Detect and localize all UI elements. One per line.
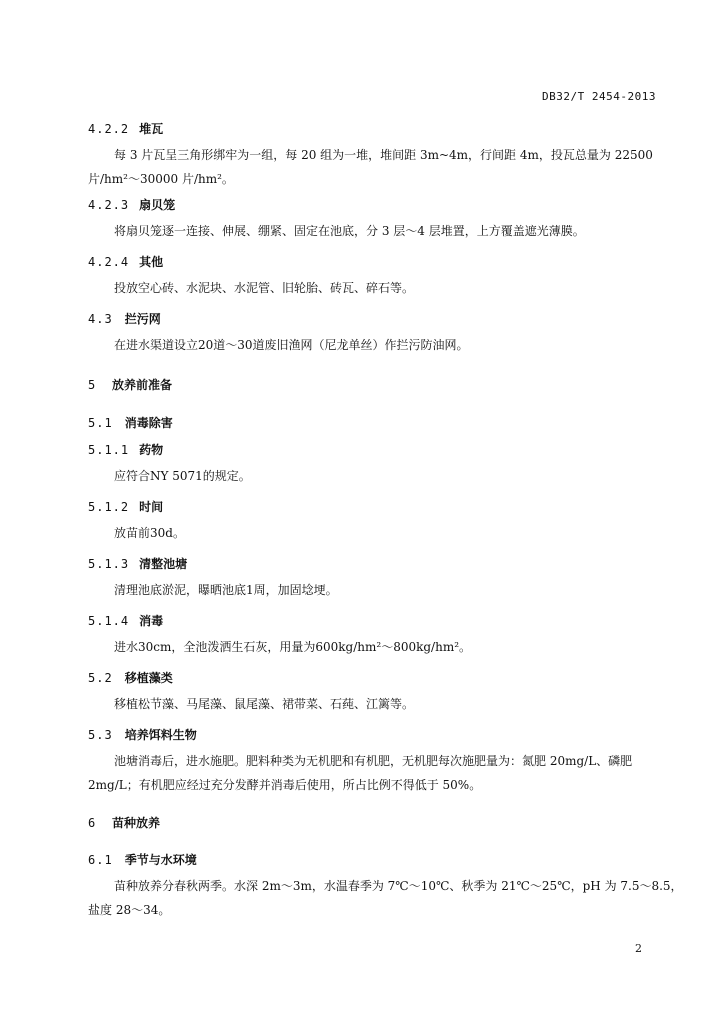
paragraph-4-3 <box>88 333 658 357</box>
heading-5-1-2 <box>88 498 163 515</box>
paragraph-line: 2mg/L；有机肥应经过充分发酵并消毒后使用，所占比例不得低于 50%。 <box>88 778 482 792</box>
heading-number: 6.1 <box>88 853 113 867</box>
heading-number: 5.1.2 <box>88 500 130 514</box>
heading-title: 消毒除害 <box>124 416 173 430</box>
paragraph-5-1-2 <box>88 521 658 545</box>
heading-number: 4.2.3 <box>88 198 130 212</box>
page-number: 2 <box>635 942 642 955</box>
heading-5-1-1 <box>88 441 163 458</box>
heading-title: 其他 <box>139 255 164 269</box>
heading-number: 5.1 <box>88 416 113 430</box>
heading-title: 堆瓦 <box>139 122 164 136</box>
paragraph-5-2 <box>88 692 658 716</box>
paragraph-line: 移植松节藻、马尾藻、鼠尾藻、裙带菜、石莼、江篱等。 <box>114 697 415 711</box>
paragraph-4-2-3 <box>88 219 658 243</box>
paragraph-line: 池塘消毒后，进水施肥。肥料种类为无机肥和有机肥，无机肥每次施肥量为：氮肥 20mg/L、磷肥 <box>114 754 633 768</box>
heading-4-2-4 <box>88 253 163 270</box>
paragraph-5-1-3 <box>88 578 658 602</box>
paragraph-line: 片/hm²～30000 片/hm²。 <box>88 172 234 186</box>
document-code: DB32/T 2454-2013 <box>542 90 656 103</box>
heading-title: 扇贝笼 <box>139 198 176 212</box>
paragraph-line: 将扇贝笼逐一连接、伸展、绷紧、固定在池底，分 3 层～4 层堆置，上方覆盖遮光薄膜。 <box>114 224 585 238</box>
heading-4-3 <box>88 310 161 327</box>
heading-title: 时间 <box>139 500 164 514</box>
heading-number: 4.2.4 <box>88 255 130 269</box>
heading-title: 放养前准备 <box>112 378 173 392</box>
paragraph-line: 每 3 片瓦呈三角形绑牢为一组，每 20 组为一堆，堆间距 3m~4m，行间距 4m，投瓦总量为 22500 <box>114 148 653 162</box>
paragraph-5-3 <box>88 749 658 797</box>
heading-title: 季节与水环境 <box>124 853 197 867</box>
heading-5 <box>88 376 172 393</box>
heading-title: 苗种放养 <box>112 816 161 830</box>
heading-5-2 <box>88 669 173 686</box>
paragraph-line: 盐度 28～34。 <box>88 903 171 917</box>
heading-title: 清整池塘 <box>139 557 188 571</box>
paragraph-line: 苗种放养分春秋两季。水深 2m～3m，水温春季为 7℃～10℃、秋季为 21℃～25℃，pH 为 7.5～8.5， <box>114 879 683 893</box>
heading-5-1 <box>88 414 173 431</box>
heading-number: 5 <box>88 378 97 392</box>
heading-6-1 <box>88 851 197 868</box>
paragraph-4-2-4 <box>88 276 658 300</box>
heading-title: 拦污网 <box>124 312 161 326</box>
heading-number: 5.2 <box>88 671 113 685</box>
paragraph-line: 放苗前30d。 <box>114 526 185 540</box>
heading-5-3 <box>88 726 197 743</box>
paragraph-line: 在进水渠道设立20道～30道废旧渔网（尼龙单丝）作拦污防油网。 <box>114 338 469 352</box>
heading-number: 4.2.2 <box>88 122 130 136</box>
heading-title: 培养饵料生物 <box>124 728 197 742</box>
paragraph-6-1 <box>88 874 683 922</box>
heading-4-2-3 <box>88 196 175 213</box>
paragraph-line: 应符合NY 5071的规定。 <box>114 469 251 483</box>
paragraph-5-1-4 <box>88 635 658 659</box>
paragraph-line: 进水30cm，全池泼洒生石灰，用量为600kg/hm²～800kg/hm²。 <box>114 640 472 654</box>
heading-5-1-4 <box>88 612 163 629</box>
heading-title: 消毒 <box>139 614 164 628</box>
heading-4-2-2 <box>88 120 163 137</box>
heading-number: 6 <box>88 816 97 830</box>
heading-number: 5.1.4 <box>88 614 130 628</box>
heading-number: 5.1.3 <box>88 557 130 571</box>
paragraph-line: 清理池底淤泥，曝晒池底1周，加固埝埂。 <box>114 583 338 597</box>
paragraph-line: 投放空心砖、水泥块、水泥管、旧轮胎、砖瓦、碎石等。 <box>114 281 415 295</box>
heading-6 <box>88 814 160 831</box>
heading-number: 5.1.1 <box>88 443 130 457</box>
heading-number: 5.3 <box>88 728 113 742</box>
heading-title: 移植藻类 <box>124 671 173 685</box>
heading-title: 药物 <box>139 443 164 457</box>
paragraph-4-2-2 <box>88 143 658 191</box>
heading-5-1-3 <box>88 555 187 572</box>
heading-number: 4.3 <box>88 312 113 326</box>
paragraph-5-1-1 <box>88 464 658 488</box>
